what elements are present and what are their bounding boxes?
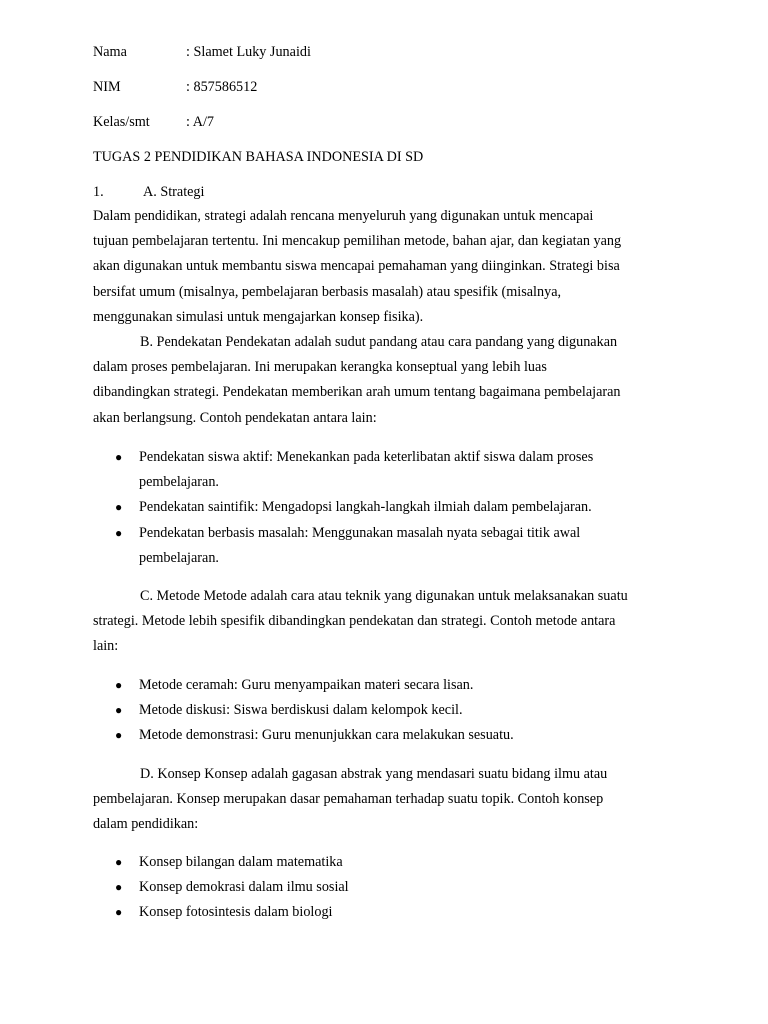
- list-item-line: Metode demonstrasi: Guru menunjukkan cara melakukan sesuatu.: [139, 727, 514, 744]
- bullet-icon: ●: [115, 678, 123, 692]
- list-item: [93, 900, 683, 925]
- list-item-line: Konsep fotosintesis dalam biologi: [139, 904, 333, 921]
- bullet-icon: ●: [115, 728, 123, 743]
- list-item: [93, 495, 683, 520]
- paragraph-line: akan digunakan untuk membantu siswa mencapai pemahaman yang diinginkan. Strategi bisa: [93, 258, 620, 275]
- section-d-paragraph: [93, 762, 683, 838]
- field-label: Nama: [93, 44, 127, 60]
- section-b-list: [93, 445, 683, 571]
- section-heading: A. Strategi: [143, 184, 205, 200]
- paragraph-line: dibandingkan strategi. Pendekatan memberikan arah umum tentang bagaimana pembelajaran: [93, 384, 621, 401]
- bullet-icon: ●: [115, 703, 123, 718]
- paragraph-line: akan berlangsung. Contoh pendekatan antara lain:: [93, 409, 377, 426]
- list-item-line: Pendekatan saintifik: Mengadopsi langkah-langkah ilmiah dalam pembelajaran.: [139, 499, 592, 516]
- list-item: [93, 698, 683, 723]
- section-a-paragraph: [93, 204, 683, 330]
- list-item-line: Konsep demokrasi dalam ilmu sosial: [139, 879, 349, 896]
- paragraph-line: lain:: [93, 638, 119, 655]
- list-item: [93, 875, 683, 900]
- list-item-line: Pendekatan berbasis masalah: Menggunakan masalah nyata sebagai titik awal: [139, 524, 581, 541]
- bullet-icon: ●: [115, 905, 123, 920]
- list-item-line: Metode ceramah: Guru menyampaikan materi secara lisan.: [139, 677, 474, 693]
- paragraph-line: tujuan pembelajaran tertentu. Ini mencakup pemilihan metode, bahan ajar, dan kegiatan yang: [93, 233, 622, 250]
- list-item: [93, 850, 683, 875]
- paragraph-line: menggunakan simulasi untuk mengajarkan konsep fisika).: [93, 308, 424, 325]
- list-item: [93, 673, 683, 698]
- bullet-icon: ●: [115, 855, 123, 869]
- list-item-line: Metode diskusi: Siswa berdiskusi dalam kelompok kecil.: [139, 702, 463, 719]
- list-item-line: Konsep bilangan dalam matematika: [139, 854, 343, 870]
- paragraph-line: B. Pendekatan Pendekatan adalah sudut pandang atau cara pandang yang digunakan: [140, 334, 618, 350]
- field-value: : 857586512: [186, 79, 258, 95]
- section-c-list: [93, 673, 683, 749]
- section-d-list: [93, 850, 683, 926]
- bullet-icon: ●: [115, 450, 123, 464]
- field-label: NIM: [93, 79, 121, 95]
- document-title: TUGAS 2 PENDIDIKAN BAHASA INDONESIA DI SD: [93, 149, 424, 165]
- section-c-paragraph: [93, 584, 683, 660]
- paragraph-line: pembelajaran. Konsep merupakan dasar pemahaman terhadap suatu topik. Contoh konsep: [93, 791, 604, 808]
- paragraph-line: D. Konsep Konsep adalah gagasan abstrak yang mendasari suatu bidang ilmu atau: [140, 766, 608, 782]
- field-value: : Slamet Luky Junaidi: [186, 44, 311, 60]
- paragraph-line: Dalam pendidikan, strategi adalah rencana menyeluruh yang digunakan untuk mencapai: [93, 208, 594, 224]
- list-item-line: Pendekatan siswa aktif: Menekankan pada keterlibatan aktif siswa dalam proses: [139, 449, 594, 465]
- paragraph-line: strategi. Metode lebih spesifik dibandingkan pendekatan dan strategi. Contoh metode antara: [93, 613, 616, 630]
- list-item: [93, 445, 683, 495]
- paragraph-line: dalam proses pembelajaran. Ini merupakan kerangka konseptual yang lebih luas: [93, 359, 547, 376]
- paragraph-line: bersifat umum (misalnya, pembelajaran berbasis masalah) atau spesifik (misalnya,: [93, 283, 562, 300]
- paragraph-line: C. Metode Metode adalah cara atau teknik yang digunakan untuk melaksanakan suatu: [140, 588, 628, 604]
- list-item-line: pembelajaran.: [139, 549, 219, 566]
- list-item: [93, 723, 683, 748]
- bullet-icon: ●: [115, 880, 123, 895]
- field-value: : A/7: [186, 114, 214, 130]
- field-label: Kelas/smt: [93, 114, 150, 130]
- list-item: [93, 521, 683, 571]
- list-item-line: pembelajaran.: [139, 474, 219, 491]
- section-b-paragraph: [93, 330, 683, 431]
- bullet-icon: ●: [115, 525, 123, 540]
- list-number: 1.: [93, 184, 104, 200]
- paragraph-line: dalam pendidikan:: [93, 816, 199, 833]
- bullet-icon: ●: [115, 500, 123, 515]
